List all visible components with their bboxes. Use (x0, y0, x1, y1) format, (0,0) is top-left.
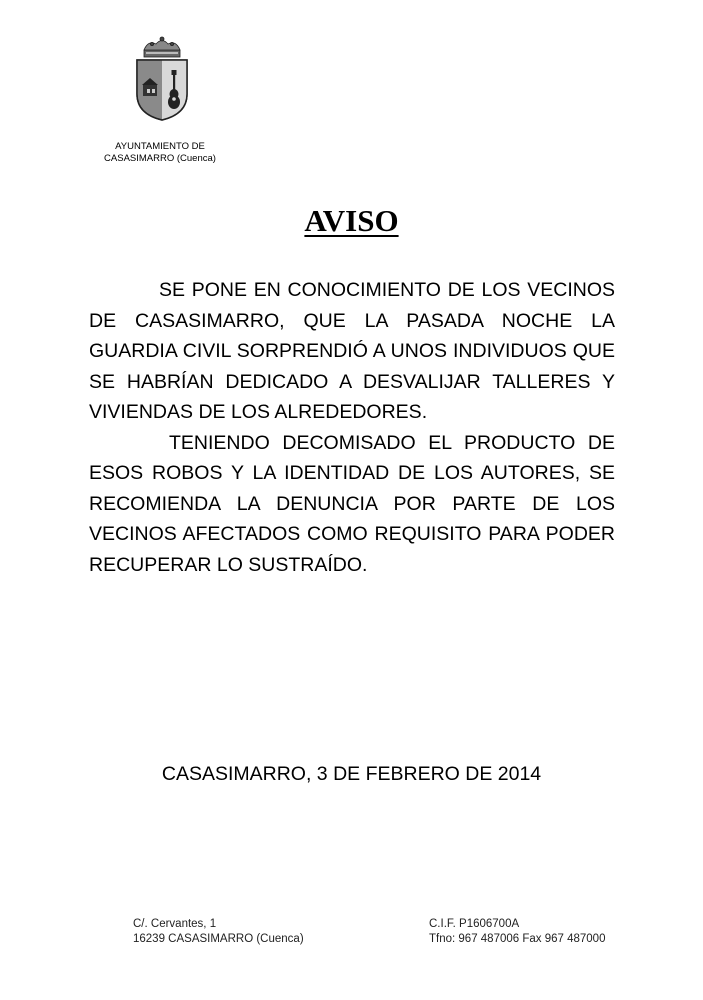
footer-contact (429, 917, 605, 946)
notice-title: AVISO (304, 203, 399, 238)
notice-body (89, 275, 615, 580)
issuer-town: CASASIMARRO (Cuenca) (104, 153, 216, 164)
footer-address (133, 917, 304, 946)
body-paragraph: SE PONE EN CONOCIMIENTO DE LOS VECINOS DE CASASIMARRO, QUE LA PASADA NOCHE LA GUARDIA CIVIL SORPRENDIÓ A UNOS INDIVIDUOS QUE SE HABRÍAN DEDICADO A DESVALIJAR TALLERES Y VIVIENDAS DE LOS ALREDEDORES. (89, 279, 615, 423)
footer-street: C/. Cervantes, 1 (133, 918, 217, 930)
issuer-block (90, 141, 230, 165)
shield-icon (137, 60, 187, 120)
date-line: CASASIMARRO, 3 DE FEBRERO DE 2014 (161, 763, 542, 785)
crown-icon (144, 37, 180, 57)
issuer-name: AYUNTAMIENTO DE (115, 141, 205, 152)
footer-phone-fax: Tfno: 967 487006 Fax 967 487000 (429, 932, 606, 945)
body-paragraph: TENIENDO DECOMISADO EL PRODUCTO DE ESOS ROBOS Y LA IDENTIDAD DE LOS AUTORES, SE RECOMIENDA LA DENUNCIA POR PARTE DE LOS VECINOS AFECTADOS COMO REQUISITO PARA PODER RECUPERAR LO SUSTRAÍDO. (89, 431, 615, 576)
footer-postal: 16239 CASASIMARRO (Cuenca) (133, 932, 304, 945)
municipal-coat-of-arms (134, 36, 190, 122)
footer-cif: C.I.F. P1606700A (429, 918, 520, 930)
